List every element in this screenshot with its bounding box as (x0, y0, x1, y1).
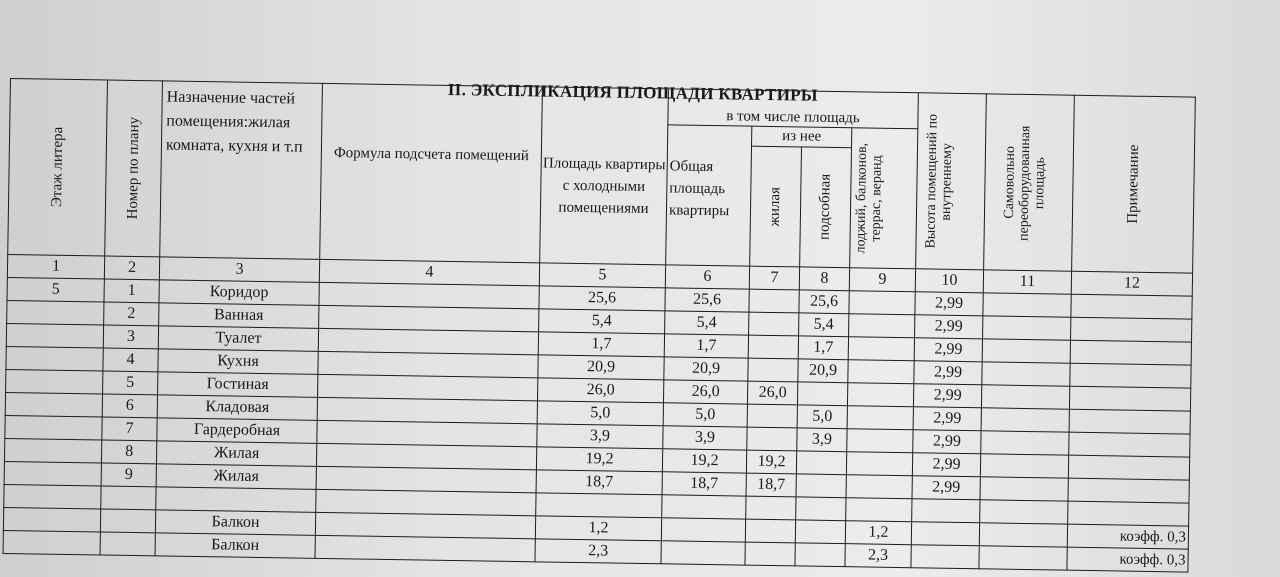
header-note (1072, 95, 1196, 273)
header-formula-label: Формула подсчета помещений (333, 145, 529, 165)
cell-area-cold: 5,0 (537, 401, 663, 426)
cell-living-area: 26,0 (747, 381, 797, 405)
cell-room-name: Ванная (159, 303, 319, 329)
cell-room-name: Кладовая (157, 395, 317, 421)
cell-floor (6, 346, 103, 371)
cell-living-area: 19,2 (746, 450, 796, 474)
column-number: 5 (539, 263, 665, 288)
cell-total-area: 3,9 (663, 426, 747, 450)
cell-floor (4, 461, 101, 486)
cell-total-area: 1,7 (664, 334, 748, 358)
cell-total-area (661, 518, 745, 542)
header-area-cold-label: Площадь квартиры с холодными помещениями (542, 154, 666, 217)
cell-living-area: 18,7 (746, 473, 796, 497)
cell-living-area (749, 289, 799, 313)
cell-formula (318, 351, 538, 377)
cell-height: 2,99 (912, 453, 980, 477)
cell-note (1068, 501, 1189, 526)
cell-total-area: 25,6 (665, 288, 749, 312)
cell-total-area: 18,7 (662, 472, 746, 496)
header-balcony (850, 128, 918, 269)
header-total-label: Общая площадь квартиры (668, 158, 730, 220)
header-balcony-label: лоджий, балконов, террас, веранд (852, 142, 885, 254)
column-number: 9 (849, 268, 915, 292)
cell-height: 2,99 (915, 315, 983, 339)
cell-height (911, 545, 979, 569)
cell-balcony-area (847, 429, 913, 453)
cell-balcony-area (847, 406, 913, 430)
header-height (916, 93, 987, 270)
column-number: 1 (7, 254, 104, 279)
cell-living-area (747, 427, 797, 451)
cell-area-cold: 1,7 (538, 332, 664, 357)
cell-balcony-area (846, 475, 912, 499)
cell-balcony-area (846, 498, 912, 522)
cell-floor (5, 392, 102, 417)
cell-note (1069, 386, 1190, 411)
cell-unauthorized (979, 546, 1067, 570)
cell-unauthorized (980, 477, 1068, 501)
cell-living-area (746, 496, 796, 520)
cell-living-area (747, 404, 797, 428)
cell-note (1070, 363, 1191, 388)
header-plan-number-label: Номер по плану (124, 117, 142, 220)
cell-total-area: 5,4 (665, 311, 749, 335)
cell-floor (5, 415, 102, 440)
cell-plan-number: 4 (103, 348, 158, 372)
cell-plan-number: 2 (104, 302, 159, 326)
header-purpose-label: Назначение частей помещения:жилая комната, кухня и т.п (165, 88, 303, 156)
header-subgroup (752, 126, 852, 148)
header-area-cold (540, 87, 669, 265)
cell-formula (317, 420, 537, 446)
cell-note: коэфф. 0,3 (1067, 524, 1188, 549)
header-plan-number (105, 80, 163, 257)
cell-total-area (662, 495, 746, 519)
header-purpose (160, 81, 323, 259)
header-group-label: в том числе площадь (726, 108, 860, 127)
cell-area-cold: 1,2 (535, 516, 661, 541)
cell-floor (3, 530, 100, 555)
explication-table-wrapper (3, 78, 1196, 573)
column-number: 8 (799, 267, 849, 291)
cell-formula (319, 305, 539, 331)
cell-room-name: Жилая (156, 464, 316, 490)
cell-height: 2,99 (913, 407, 981, 431)
cell-unauthorized (982, 362, 1070, 386)
cell-total-area: 5,0 (663, 403, 747, 427)
header-subgroup-label: из нее (782, 128, 822, 145)
cell-formula (318, 374, 538, 400)
cell-floor (4, 438, 101, 463)
cell-total-area: 20,9 (664, 357, 748, 381)
cell-plan-number (101, 486, 156, 510)
cell-unauthorized (982, 339, 1070, 363)
table-body (3, 277, 1192, 572)
cell-note (1068, 478, 1189, 503)
cell-plan-number (100, 532, 155, 556)
column-number: 6 (665, 265, 749, 289)
cell-height: 2,99 (913, 430, 981, 454)
header-auxiliary (800, 147, 852, 268)
cell-floor (6, 369, 103, 394)
cell-unauthorized (981, 385, 1069, 409)
cell-note (1068, 455, 1189, 480)
cell-area-cold (536, 493, 662, 518)
cell-height: 2,99 (914, 361, 982, 385)
cell-plan-number: 1 (104, 279, 159, 303)
cell-living-area (748, 358, 798, 382)
cell-height: 2,99 (915, 292, 983, 316)
cell-unauthorized (981, 408, 1069, 432)
cell-area-cold: 5,4 (539, 309, 665, 334)
column-number: 4 (319, 259, 539, 285)
cell-balcony-area (849, 291, 915, 315)
cell-auxiliary-area (795, 520, 845, 544)
cell-area-cold: 20,9 (538, 355, 664, 380)
cell-balcony-area: 1,2 (845, 521, 911, 545)
cell-balcony-area: 2,3 (845, 544, 911, 568)
cell-room-name: Балкон (155, 533, 315, 559)
cell-note (1071, 294, 1192, 319)
column-number: 11 (983, 270, 1071, 294)
cell-height: 2,99 (912, 476, 980, 500)
cell-plan-number: 7 (102, 417, 157, 441)
cell-room-name: Туалет (158, 326, 318, 352)
cell-unauthorized (980, 454, 1068, 478)
cell-formula (318, 328, 538, 354)
cell-plan-number: 8 (101, 440, 156, 464)
column-number: 7 (749, 266, 799, 290)
cell-balcony-area (846, 452, 912, 476)
cell-room-name: Коридор (159, 280, 319, 306)
cell-plan-number: 6 (102, 394, 157, 418)
cell-area-cold: 3,9 (537, 424, 663, 449)
cell-height: 2,99 (913, 384, 981, 408)
header-floor-label: Этаж литера (48, 126, 66, 208)
document-title: II. ЭКСПЛИКАЦИЯ ПЛОЩАДИ КВАРТИРЫ (447, 80, 819, 105)
cell-living-area (748, 335, 798, 359)
header-auxiliary-label: подсобная (816, 174, 834, 241)
cell-auxiliary-area: 5,4 (799, 313, 849, 337)
cell-formula (317, 397, 537, 423)
cell-room-name: Кухня (158, 349, 318, 375)
cell-formula (315, 512, 535, 538)
column-number: 2 (104, 256, 159, 280)
header-formula (320, 83, 543, 262)
cell-area-cold: 26,0 (537, 378, 663, 403)
cell-unauthorized (983, 316, 1071, 340)
cell-unauthorized (983, 293, 1071, 317)
cell-floor (6, 323, 103, 348)
cell-auxiliary-area (797, 382, 847, 406)
column-number: 12 (1071, 271, 1192, 296)
cell-plan-number: 9 (101, 463, 156, 487)
cell-formula (316, 466, 536, 492)
explication-table (3, 78, 1196, 573)
cell-formula (316, 489, 536, 515)
cell-living-area (745, 542, 795, 566)
cell-auxiliary-area: 3,9 (797, 428, 847, 452)
cell-unauthorized (979, 523, 1067, 547)
header-living-label: жилая (766, 186, 784, 227)
cell-total-area (661, 541, 745, 565)
cell-area-cold: 18,7 (536, 470, 662, 495)
cell-balcony-area (848, 360, 914, 384)
cell-auxiliary-area (796, 451, 846, 475)
header-note-label: Примечание (1124, 144, 1142, 224)
cell-unauthorized (980, 500, 1068, 524)
cell-area-cold: 2,3 (535, 539, 661, 564)
cell-auxiliary-area (796, 497, 846, 521)
cell-area-cold: 25,6 (539, 286, 665, 311)
cell-floor: 5 (7, 277, 104, 302)
cell-total-area: 19,2 (662, 449, 746, 473)
cell-living-area (745, 519, 795, 543)
cell-floor (7, 300, 104, 325)
cell-floor (4, 484, 101, 509)
cell-room-name: Балкон (155, 510, 315, 536)
cell-note (1070, 340, 1191, 365)
header-unauthorized (984, 94, 1075, 271)
header-floor (8, 79, 108, 257)
column-number: 3 (159, 257, 319, 283)
column-number: 10 (915, 269, 983, 293)
header-group (668, 89, 919, 129)
cell-formula (319, 282, 539, 308)
cell-unauthorized (981, 431, 1069, 455)
cell-room-name (156, 487, 316, 513)
cell-plan-number (100, 509, 155, 533)
cell-plan-number: 3 (103, 325, 158, 349)
cell-room-name: Гардеробная (157, 418, 317, 444)
cell-note (1071, 317, 1192, 342)
cell-balcony-area (848, 337, 914, 361)
cell-room-name: Жилая (156, 441, 316, 467)
cell-note (1069, 432, 1190, 457)
header-height-label: Высота помещений по внутреннему (922, 113, 955, 249)
cell-auxiliary-area (796, 474, 846, 498)
cell-room-name: Гостиная (158, 372, 318, 398)
cell-height (912, 499, 980, 523)
cell-floor (3, 507, 100, 532)
cell-auxiliary-area (795, 543, 845, 567)
header-living (750, 146, 802, 267)
cell-formula (315, 535, 535, 561)
cell-auxiliary-area: 1,7 (798, 336, 848, 360)
cell-note (1069, 409, 1190, 434)
cell-height (911, 522, 979, 546)
cell-area-cold: 19,2 (536, 447, 662, 472)
cell-auxiliary-area: 25,6 (799, 290, 849, 314)
cell-living-area (749, 312, 799, 336)
cell-formula (316, 443, 536, 469)
cell-auxiliary-area: 20,9 (798, 359, 848, 383)
cell-plan-number: 5 (103, 371, 158, 395)
cell-auxiliary-area: 5,0 (797, 405, 847, 429)
cell-height: 2,99 (914, 338, 982, 362)
cell-note: коэфф. 0,3 (1067, 547, 1188, 572)
cell-balcony-area (849, 314, 915, 338)
header-unauthorized-label: Самовольно переоборудованная площадь (1001, 124, 1048, 241)
header-total (666, 125, 752, 266)
cell-total-area: 26,0 (663, 380, 747, 404)
cell-balcony-area (847, 383, 913, 407)
